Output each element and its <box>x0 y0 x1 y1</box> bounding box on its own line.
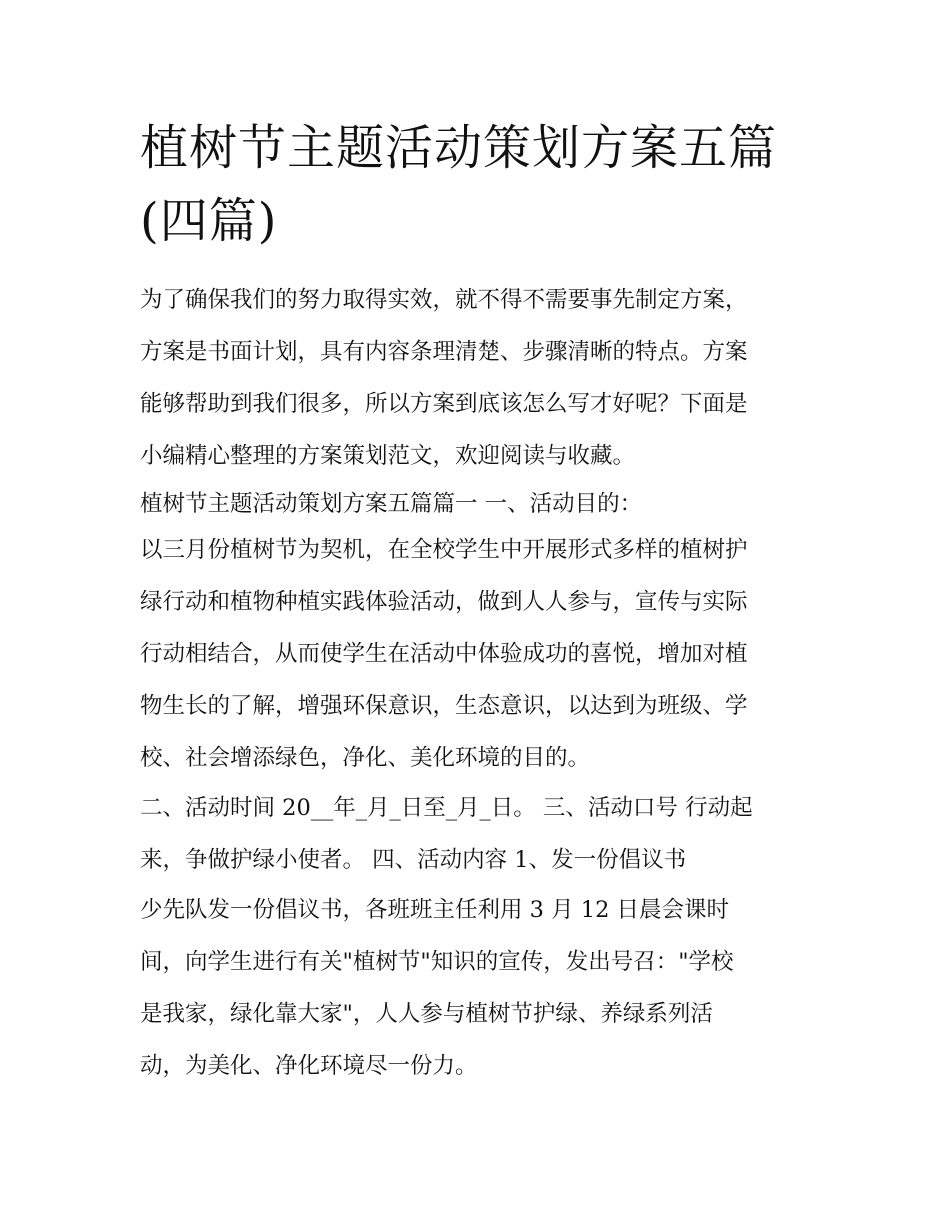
text-line: 植树节主题活动策划方案五篇篇一 一、活动目的： <box>140 491 643 517</box>
document-title <box>140 112 820 258</box>
text-line: 来，争做护绿小使者。 四、活动内容 1、发一份倡议书 <box>140 847 687 873</box>
text-line: 方案是书面计划，具有内容条理清楚、步骤清晰的特点。方案 <box>140 339 748 365</box>
purpose-paragraph <box>140 524 820 784</box>
text-line: 以三月份植树节为契机，在全校学生中开展形式多样的植树护 <box>140 537 748 563</box>
text-line: 为了确保我们的努力取得实效，就不得不需要事先制定方案， <box>140 287 748 313</box>
text-line: 绿行动和植物种植实践体验活动，做到人人参与，宣传与实际 <box>140 589 748 615</box>
intro-paragraph <box>140 274 820 482</box>
text-line: 物生长的了解，增强环保意识，生态意识，以达到为班级、学 <box>140 693 748 719</box>
title-line: (四篇) <box>140 193 278 249</box>
text-line: 二、活动时间 20__年_月_日至_月_日。 三、活动口号 行动起 <box>140 795 753 821</box>
text-line: 间，向学生进行有关"植树节"知识的宣传，发出号召："学校 <box>140 949 734 975</box>
text-line: 少先队发一份倡议书，各班班主任利用 3 月 12 日晨会课时 <box>140 897 730 923</box>
section-heading <box>140 478 820 530</box>
text-line: 校、社会增添绿色，净化、美化环境的目的。 <box>140 745 591 771</box>
text-line: 能够帮助到我们很多，所以方案到底该怎么写才好呢？下面是 <box>140 391 748 417</box>
text-line: 是我家，绿化靠大家"，人人参与植树节护绿、养绿系列活 <box>140 1001 713 1027</box>
content-paragraph <box>140 884 820 1092</box>
text-line: 行动相结合，从而使学生在活动中体验成功的喜悦，增加对植 <box>140 641 748 667</box>
time-slogan-paragraph <box>140 782 820 886</box>
text-line: 动，为美化、净化环境尽一份力。 <box>140 1053 478 1079</box>
title-line: 植树节主题活动策划方案五篇 <box>140 120 778 176</box>
text-line: 小编精心整理的方案策划范文，欢迎阅读与收藏。 <box>140 443 636 469</box>
